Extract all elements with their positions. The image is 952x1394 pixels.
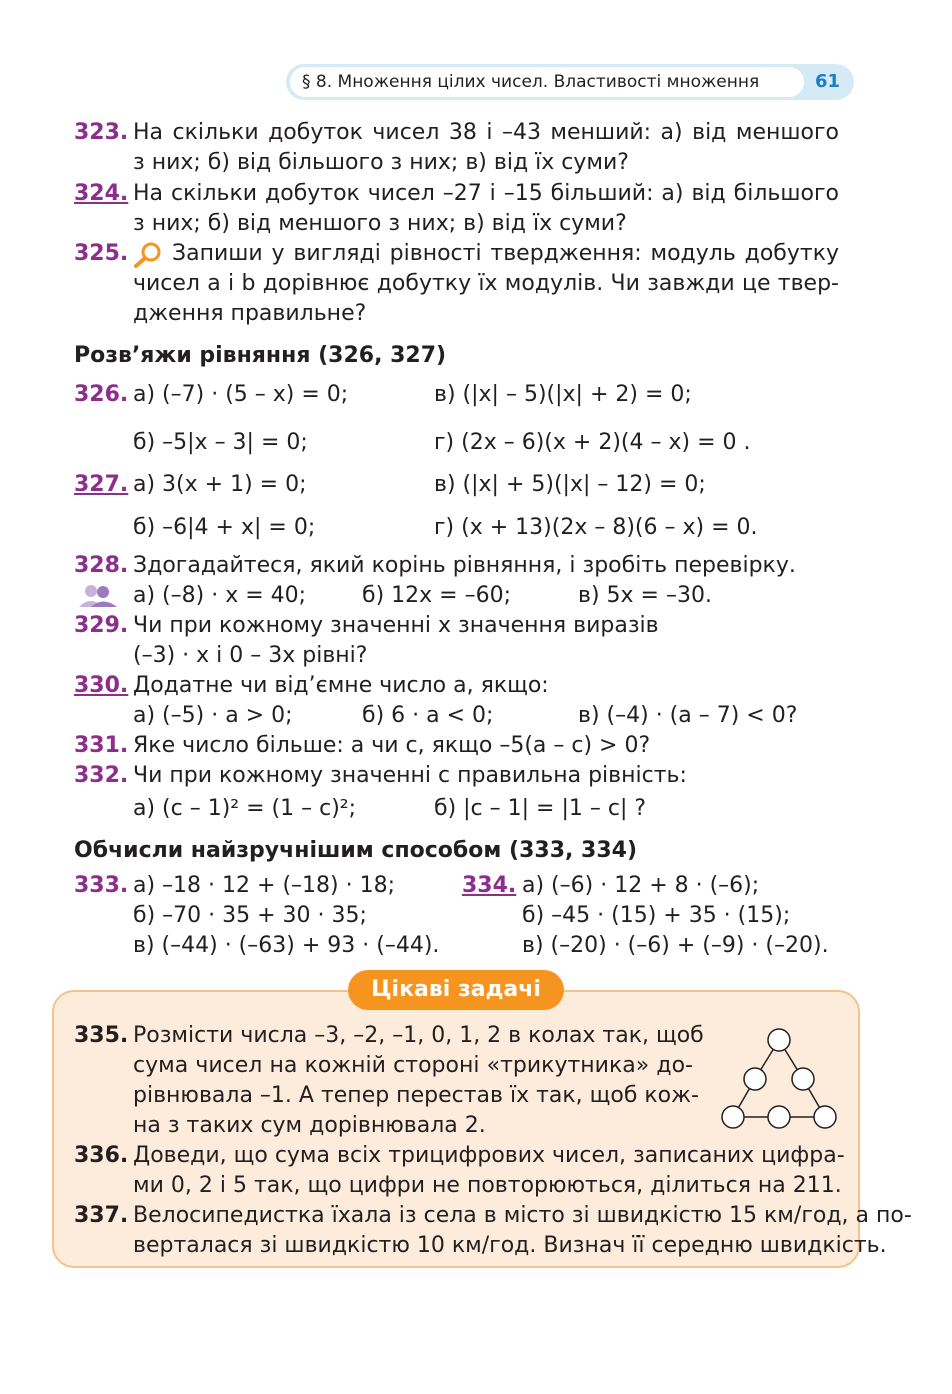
problem-324-line-2: з них; б) від меншого з них; в) від їх суми? [133, 211, 627, 236]
problem-330-v: в) (–4) · (a – 7) < 0? [578, 703, 798, 728]
problem-334-v: в) (–20) · (–6) + (–9) · (–20). [522, 933, 829, 958]
section-title: § 8. Множення цілих чисел. Властивості множення [290, 67, 804, 97]
problem-333-v: в) (–44) · (–63) + 93 · (–44). [133, 933, 440, 958]
problem-329-number: 329. [74, 613, 129, 638]
problem-324-number: 324. [74, 181, 129, 206]
problem-335-number: 335. [74, 1023, 129, 1048]
problem-325-line-1: Запиши у вигляді рівності твердження: модуль добутку [172, 241, 839, 266]
problem-331-line-1: Яке число більше: a чи c, якщо –5(a – c) > 0? [133, 733, 651, 758]
problem-330-line-1: Додатне чи від’ємне число a, якщо: [133, 673, 549, 698]
problem-328-line-1: Здогадайтеся, який корінь рівняння, і зробіть перевірку. [133, 553, 796, 578]
pair-work-icon [76, 583, 120, 609]
problem-327-v: в) (|x| + 5)(|x| – 12) = 0; [434, 472, 706, 497]
problem-335-line-3: рівнювала –1. А тепер перестав їх так, щоб кож- [133, 1083, 699, 1108]
problem-329-line-2: (–3) · x і 0 – 3x рівні? [133, 643, 368, 668]
problem-330-a: а) (–5) · a > 0; [133, 703, 293, 728]
problem-328-b: б) 12x = –60; [362, 583, 511, 608]
problem-326-number: 326. [74, 382, 129, 407]
problem-327-g: г) (x + 13)(2x – 8)(6 – x) = 0. [434, 515, 758, 540]
problem-336-number: 336. [74, 1143, 129, 1168]
problem-337-number: 337. [74, 1203, 129, 1228]
problem-329-line-1: Чи при кожному значенні x значення виразів [133, 613, 659, 638]
problem-331-number: 331. [74, 733, 129, 758]
problem-323-line-2: з них; б) від більшого з них; в) від їх суми? [133, 150, 629, 175]
problem-328-v: в) 5x = –30. [578, 583, 712, 608]
problem-333-number: 333. [74, 873, 129, 898]
problem-325-line-3: дження правильне? [133, 301, 367, 326]
magnifier-icon [133, 241, 163, 269]
interesting-problems-badge: Цікаві задачі [348, 970, 564, 1010]
problem-332-line-1: Чи при кожному значенні c правильна рівність: [133, 763, 687, 788]
problem-334-a: а) (–6) · 12 + 8 · (–6); [522, 873, 760, 898]
problem-326-b: б) –5|x – 3| = 0; [133, 430, 308, 455]
page-number: 61 [814, 71, 840, 92]
problem-324-line-1: На скільки добуток чисел –27 і –15 більший: а) від більшого [133, 181, 839, 206]
problem-325-line-2: чисел a і b дорівнює добутку їх модулів. Чи завжди це твер- [133, 271, 839, 296]
problem-326-g: г) (2x – 6)(x + 2)(4 – x) = 0 . [434, 430, 751, 455]
problem-327-b: б) –6|4 + x| = 0; [133, 515, 316, 540]
problem-337-line-2: верталася зі швидкістю 10 км/год. Визнач її середню швидкість. [133, 1233, 887, 1258]
problem-336-line-1: Доведи, що сума всіх трицифрових чисел, записаних цифра- [133, 1143, 845, 1168]
problem-334-number: 334. [462, 873, 517, 898]
triangle-circles-diagram [718, 1024, 840, 1134]
section-heading-equations: Розв’яжи рівняння (326, 327) [74, 343, 447, 368]
problem-335-line-1: Розмісти числа –3, –2, –1, 0, 1, 2 в колах так, щоб [133, 1023, 704, 1048]
problem-330-number: 330. [74, 673, 129, 698]
problem-323-line-1: На скільки добуток чисел 38 і –43 менший: а) від меншого [133, 120, 839, 145]
section-heading-compute: Обчисли найзручнішим способом (333, 334) [74, 838, 638, 863]
problem-325-number: 325. [74, 241, 129, 266]
problem-335-line-2: сума чисел на кожній стороні «трикутника» до- [133, 1053, 693, 1078]
problem-332-number: 332. [74, 763, 129, 788]
problem-326-v: в) (|x| – 5)(|x| + 2) = 0; [434, 382, 692, 407]
problem-328-number: 328. [74, 553, 129, 578]
problem-328-a: а) (–8) · x = 40; [133, 583, 307, 608]
problem-323-number: 323. [74, 120, 129, 145]
problem-330-b: б) 6 · a < 0; [362, 703, 494, 728]
problem-326-a: а) (–7) · (5 – x) = 0; [133, 382, 349, 407]
problem-333-a: а) –18 · 12 + (–18) · 18; [133, 873, 395, 898]
problem-337-line-1: Велосипедистка їхала із села в місто зі швидкістю 15 км/год, а по- [133, 1203, 912, 1228]
problem-333-b: б) –70 · 35 + 30 · 35; [133, 903, 367, 928]
problem-334-b: б) –45 · (15) + 35 · (15); [522, 903, 791, 928]
problem-332-a: а) (c – 1)² = (1 – c)²; [133, 796, 357, 821]
problem-327-number: 327. [74, 472, 129, 497]
problem-336-line-2: ми 0, 2 і 5 так, що цифри не повторюються, ділиться на 211. [133, 1173, 842, 1198]
problem-327-a: а) 3(x + 1) = 0; [133, 472, 307, 497]
problem-335-line-4: на з таких сум дорівнювала 2. [133, 1113, 486, 1138]
running-header [286, 64, 854, 100]
problem-332-b: б) |c – 1| = |1 – c| ? [434, 796, 647, 821]
